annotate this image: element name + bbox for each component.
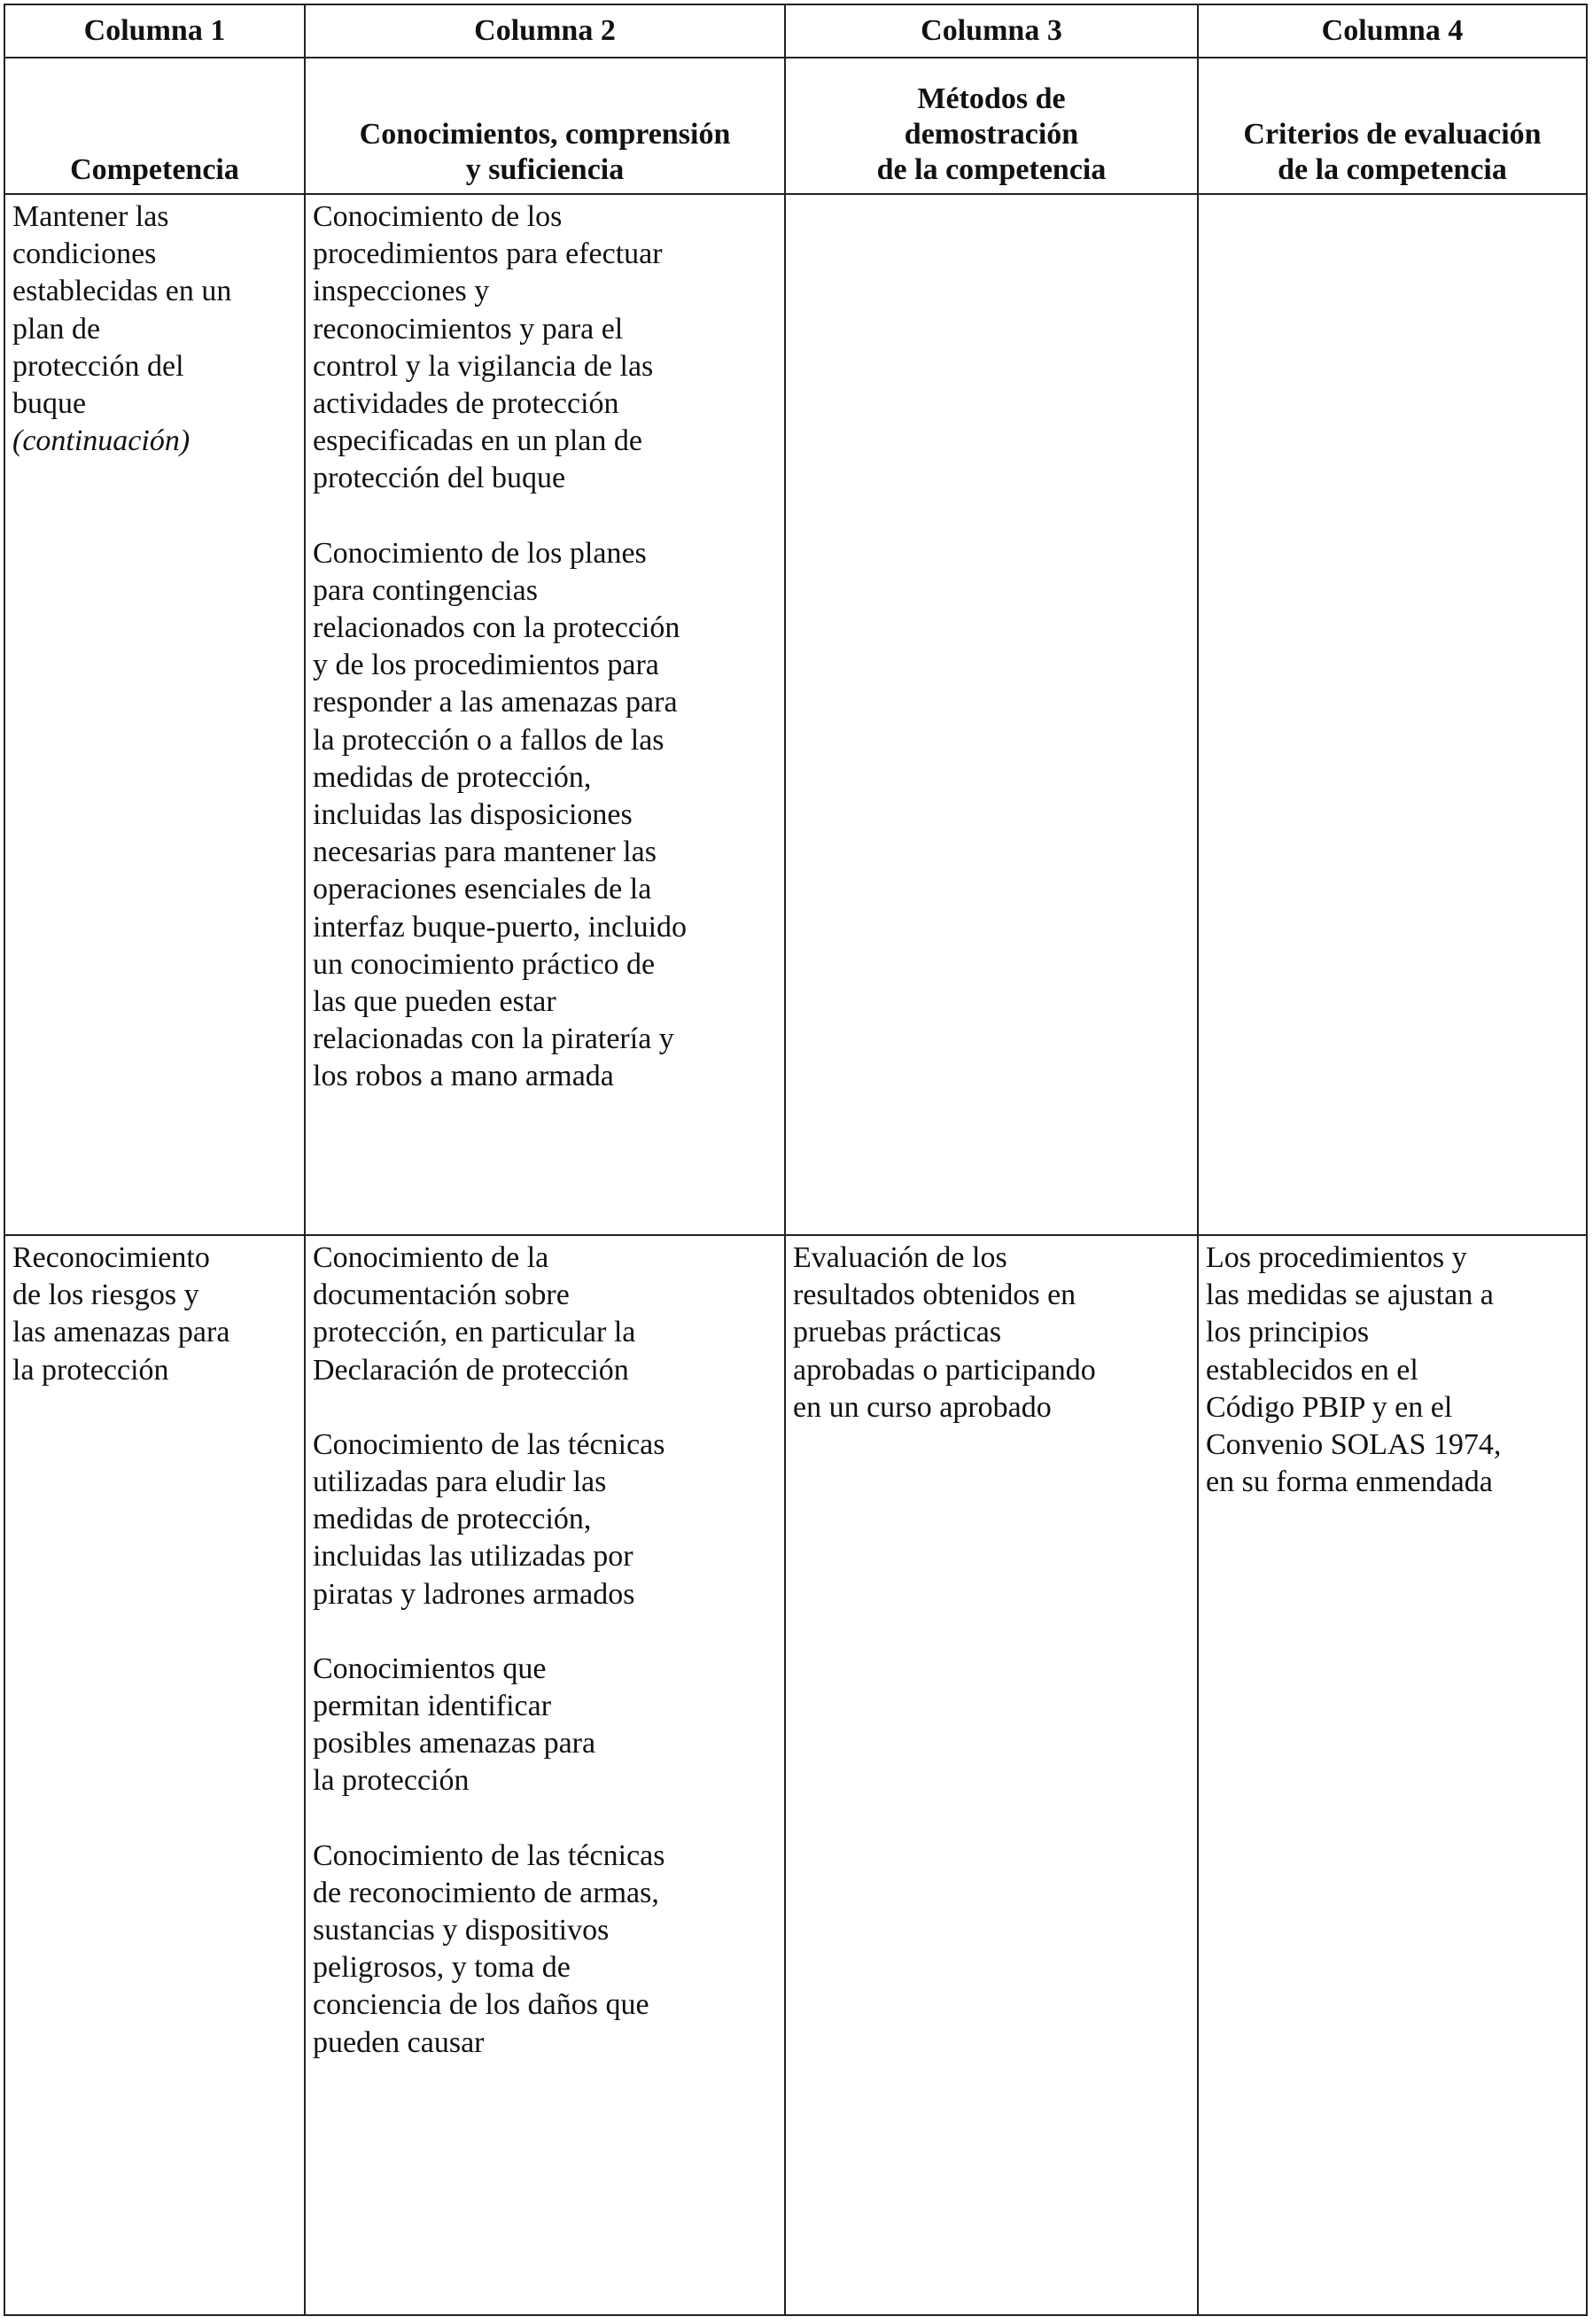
conocimientos-paragraph: Conocimiento de los planes para contingencias relacionados con la protección y de los procedimientos para responder a las amenazas para la protección o a fallos de las medidas de protección, incluidas las disposiciones necesarias para mantener las operaciones esenciales de la interfaz buque-puerto, incluido un conocimiento práctico de las que pueden estar relacionadas con la piratería y los robos a mano armada <box>313 536 688 1093</box>
criterios-text: Los procedimientos y las medidas se ajustan a los principios establecidos en el Código PBIP y en el Convenio SOLAS 1974, en su forma enmendada <box>1206 1241 1502 1499</box>
table-row <box>4 194 1587 1235</box>
column-title-text: Métodos de demostración de la competencia <box>876 82 1107 186</box>
column-title-text: Criterios de evaluación de la competencia <box>1243 118 1542 186</box>
column-title-text: Conocimientos, comprensión y suficiencia <box>359 118 731 186</box>
column-title-competencia <box>4 58 305 194</box>
criterios-cell <box>1198 1235 1587 2315</box>
column-number-1: Columna 1 <box>4 4 305 58</box>
competencia-cell <box>4 1235 305 2315</box>
conocimientos-cell <box>305 1235 785 2315</box>
competencia-cell <box>4 194 305 1235</box>
competencia-text: Reconocimiento de los riesgos y las amenazas para la protección <box>12 1241 230 1387</box>
conocimientos-paragraph: Conocimiento de las técnicas utilizadas para eludir las medidas de protección, incluidas las utilizadas por piratas y ladrones armados <box>313 1427 665 1611</box>
column-number-4: Columna 4 <box>1198 4 1587 58</box>
column-title-criterios <box>1198 58 1587 194</box>
competencia-text: Mantener las condiciones establecidas en un plan de protección del buque <box>12 200 232 421</box>
column-number-row <box>4 4 1587 58</box>
metodos-cell <box>785 1235 1198 2315</box>
column-title-row <box>4 58 1587 194</box>
conocimientos-paragraph: Conocimientos que permitan identificar posibles amenazas para la protección <box>313 1652 596 1798</box>
metodos-text: Evaluación de los resultados obtenidos en pruebas prácticas aprobadas o participando en un curso aprobado <box>793 1241 1096 1424</box>
column-title-text: Competencia <box>70 153 239 186</box>
conocimientos-cell <box>305 194 785 1235</box>
conocimientos-paragraph: Conocimiento de las técnicas de reconocimiento de armas, sustancias y dispositivos peligrosos, y toma de conciencia de los daños que pueden causar <box>313 1838 665 2059</box>
conocimientos-paragraph: Conocimiento de la documentación sobre protección, en particular la Declaración de protección <box>313 1241 636 1387</box>
conocimientos-paragraph: Conocimiento de los procedimientos para efectuar inspecciones y reconocimientos y para el control y la vigilancia de las actividades de protección especificadas en un plan de protección del buque <box>313 200 663 495</box>
table-row <box>4 1235 1587 2315</box>
column-title-conocimientos <box>305 58 785 194</box>
column-number-2: Columna 2 <box>305 4 785 58</box>
competency-table <box>4 4 1588 2316</box>
column-number-3: Columna 3 <box>785 4 1198 58</box>
column-title-metodos <box>785 58 1198 194</box>
metodos-cell <box>785 194 1198 1235</box>
continuation-note: (continuación) <box>12 424 190 458</box>
criterios-cell <box>1198 194 1587 1235</box>
